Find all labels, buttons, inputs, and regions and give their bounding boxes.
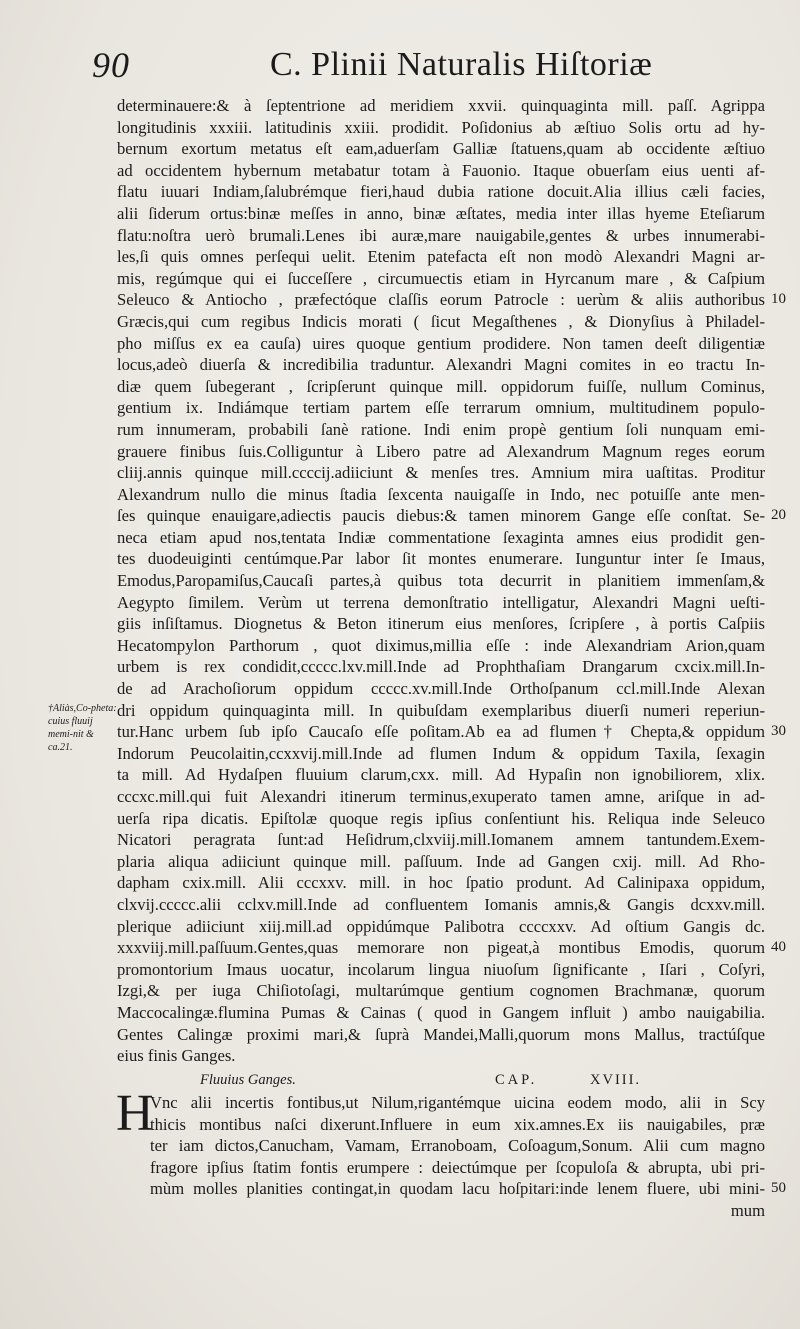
drop-cap: H — [116, 1085, 154, 1142]
chapter-line: fragore ipſius ſtatim fontis erumpere : deiectúmque per ſcopuloſa & abrupta, ubi pri- — [150, 1157, 765, 1177]
body-line: ſes quinque enauigare,adiectis paucis diebus:& tamen minorem Gange eſſe conſtat. Se- — [117, 506, 765, 526]
chapter-subject: Fluuius Ganges. — [200, 1072, 296, 1088]
chapter-heading — [200, 1072, 760, 1089]
body-line: eius finis Ganges. — [117, 1046, 236, 1066]
body-line: determinauere:& à ſeptentrione ad meridiem xxvii. quinquaginta mill. paſſ. Agrippa — [117, 96, 765, 115]
body-line: Aegypto ſimilem. Verùm ut terrena demonſtratio intelligatur, Alexandri Magni ueſti- — [117, 592, 765, 612]
body-line: cliij.annis quinque mill.ccccij.adiiciunt & menſes tres. Amnium mira uaſtitas. Proditur — [117, 463, 765, 483]
body-line: Maccocalingæ.flumina Pumas & Cainas ( quod in Gangem influit ) ambo nauigabilia. — [117, 1002, 765, 1022]
chapter-text — [150, 1092, 765, 1222]
marginal-note: †Aliàs,Co-pheta: cuius fluuij memi-nit & ca.21. — [48, 703, 117, 753]
body-line: clxvij.ccccc.alii cclxv.mill.Inde ad confluentem Iomanis amnis,& Gangis dcxxv.mill. — [117, 894, 765, 914]
body-line: ad occidentem hybernum metabatur totam à Fauonio. Itaque obuerſam eius uenti af- — [117, 160, 765, 180]
body-line: longitudinis xxxiii. latitudinis xxiii. prodidit. Poſidonius ab æſtiuo Solis ortu ad hy- — [117, 117, 765, 137]
body-line: neca etiam apud nos,tentata Indiæ commentatione ſexaginta amnes eius prodidit gen- — [117, 527, 765, 547]
body-line: mis, regúmque qui ei ſucceſſere , circumuectis etiam in Hyrcanum mare , & Caſpium — [117, 268, 765, 288]
chapter-line: mùm molles planities contingat,in quodam lacu hoſpitari:inde lenem fluere, ubi mini- — [150, 1179, 765, 1199]
chapter-cap-number: XVIII. — [590, 1072, 642, 1088]
body-line: plaria aliqua adiiciunt quinque mill. paſſuum. Inde ad Gangen cxij. mill. Ad Rho- — [117, 851, 765, 871]
body-line: Emodus,Paropamiſus,Caucaſi partes,à quibus tota decurrit in planitiem immenſam,& — [117, 571, 765, 591]
body-line: bernum exortum metatus eſt eam,aduerſam Galliæ ſtatuens,quam ab occidente æſtiuo — [117, 139, 765, 159]
body-line: Izgi,& per iuga Chiſiotoſagi, multarúmque gentium cognomen Brachmanæ, quorum — [117, 981, 765, 1001]
chapter-line: thicis montibus naſci dixerunt.Influere in eum xix.amnes.Ex iis nauigabiles, præ — [150, 1114, 765, 1134]
body-line: Nicatori peragrata ſunt:ad Heſidrum,clxviij.mill.Iomanem amnem tantundem.Exem- — [117, 830, 765, 850]
running-title: C. Plinii Naturalis Hiſtoriæ — [270, 46, 653, 83]
body-line: tur.Hanc urbem ſub ipſo Caucaſo eſſe poſitam.Ab ea ad flumen† Chepta,& oppidum — [117, 722, 765, 742]
line-number: 40 — [771, 939, 786, 956]
body-line: urbem is rex condidit,ccccc.lxv.mill.Inde ad Prophthaſiam Drangarum cxcix.mill.In- — [117, 657, 765, 677]
line-number: 30 — [771, 723, 786, 740]
body-line: cccxc.mill.qui fuit Alexandri itinerum terminus,exuperato tamen amne, ariſque in ad- — [117, 787, 765, 806]
body-line: dapham cxix.mill. Alii cccxxv. mill. in hoc ſpatio produnt. Ad Calinipaxa oppidum, — [117, 873, 765, 893]
body-line: plerique adiiciunt xiij.mill.ad oppidúmque Palibotra ccccxxv. Ad oſtium Gangis dc. — [117, 916, 765, 936]
body-line: locus,adeò diuerſa & incredibilia traduntur. Alexandri Magni comites in eo tractu In- — [117, 355, 765, 375]
body-line: promontorium Imaus uocatur, incolarum lingua niuoſum ſignificante , Iſari , Coſyri, — [117, 959, 765, 979]
body-line: flatu:noſtra uerò brumali.Lenes ibi auræ,mare nauigabile,gentes & urbes innumerabi- — [117, 225, 765, 245]
body-text — [117, 95, 765, 1067]
body-line: ta mill. Ad Hydaſpen fluuium clarum,cxx. mill. Ad Hypaſin non ignobiliorem, xlix. — [117, 765, 765, 785]
body-line: diæ quem ſubegerant , ſcripſerunt quinque mill. oppidorum fuiſſe, nullum Cominus, — [117, 376, 765, 396]
body-line: xxxviij.mill.paſſuum.Gentes,quas memorare non pigeat,à montibus Emodis, quorum — [117, 938, 765, 958]
line-number: 50 — [771, 1180, 786, 1197]
body-line: de ad Arachoſiorum oppidum ccccc.xv.mill.Inde Orthoſpanum ccl.mill.Inde Alexan — [117, 679, 765, 699]
body-line: pho miſſus ex ea cauſa) uires quoque gentium prodidere. Non tamen deeſt diligentiæ — [117, 333, 765, 353]
body-line: Indorum Peucolaitin,ccxxvij.mill.Inde ad flumen Indum & oppidum Taxila, ſexagin — [117, 743, 765, 763]
chapter-line: ter iam dictos,Canucham, Vamam, Erranoboam, Coſoagum,Sonum. Alii cum magno — [150, 1136, 765, 1156]
body-line: Hecatompylon Parthorum , quot diximus,millia eſſe : inde Alexandriam Arion,quam — [117, 635, 765, 655]
body-line: gentium ix. Indiámque tertiam partem eſſe terrarum omnium, multitudinem populo- — [117, 398, 765, 418]
line-number: 20 — [771, 507, 786, 524]
body-line: uerſa ripa dicatis. Epiſtolæ quoque regis ipſius conſentiunt his. Reliqua inde Seleuco — [117, 808, 765, 828]
chapter-line: Vnc alii incertis fontibus,ut Nilum,rigantémque uicina eodem modo, alii in Scy — [150, 1093, 765, 1112]
body-line: Græcis,qui cum regibus Indicis morati ( ſicut Megaſthenes , & Dionyſius à Philadel- — [117, 311, 765, 331]
body-line: Gentes Calingæ proximi mari,& ſuprà Mandei,Malli,quorum mons Mallus, tractúſque — [117, 1024, 765, 1044]
page-number: 90 — [92, 45, 130, 85]
body-line: les,ſi quis omnes perſequi uelit. Etenim patefacta eſt non modò Alexandri Magni ar- — [117, 247, 765, 267]
line-number: 10 — [771, 291, 786, 308]
body-line: alii ſiderum ortus:binæ meſſes in anno, binæ æſtates, media inter illas hyeme Eteſiarum — [117, 203, 765, 223]
body-line: Seleuco & Antiocho , præfectóque claſſis eorum Patrocle : uerùm & aliis authoribus — [117, 290, 765, 310]
body-line: rum innumeram, probabili ſanè ratione. Indi enim propè gentium ſoli nunquam emi- — [117, 419, 765, 439]
body-line: Alexandrum nullo die minus ſtadia ſexcenta nauigaſſe in Indo, nec potuiſſe ante men- — [117, 484, 765, 504]
body-line: grauere finibus ſuis.Colliguntur à Libero patre ad Alexandrum Magnum reges eorum — [117, 441, 765, 461]
body-line: flatu iuuari Indiam,ſalubrémque fieri,haud dubia ratione docuit.Alia illius cæli facies, — [117, 182, 765, 202]
body-line: giis inſiſtamus. Diognetus & Beton itinerum eius menſores, ſcripſere , à portis Caſpiis — [117, 614, 765, 634]
body-line: dri oppidum quinquaginta mill. In quibuſdam exemplaribus diuerſi numeri reperiun- — [117, 700, 765, 720]
body-line: tes duodeuiginti centúmque.Par labor ſit montes enumerare. Iunguntur inter ſe Imaus, — [117, 549, 765, 569]
chapter-line: mum — [730, 1200, 765, 1220]
chapter-cap-label: CAP. — [495, 1072, 538, 1088]
